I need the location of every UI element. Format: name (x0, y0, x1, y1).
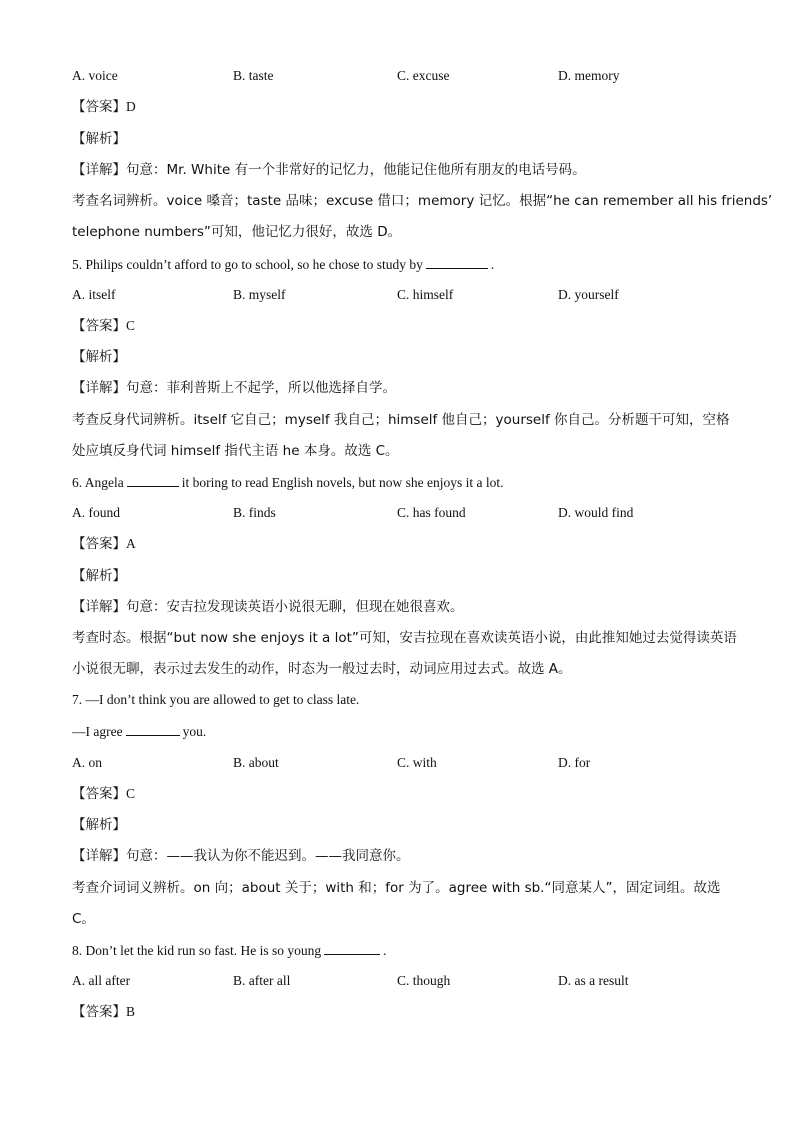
option-c: C. excuse (397, 68, 450, 83)
answer-line (72, 784, 135, 804)
option-a: A. all after (72, 973, 131, 988)
option-d: D. memory (558, 68, 620, 83)
question-text-end: you. (182, 724, 207, 739)
option-b: B. myself (233, 287, 286, 302)
option-b: B. taste (233, 68, 274, 83)
detail-line (72, 378, 396, 398)
question-7-line-2 (72, 721, 206, 742)
option-b: B. finds (233, 505, 276, 520)
option-d: D. yourself (558, 287, 619, 302)
answer-blank (324, 940, 380, 955)
option-d: D. as a result (558, 973, 629, 988)
option-a: A. voice (72, 68, 118, 83)
question-8 (72, 940, 386, 961)
answer-line (72, 1002, 135, 1022)
option-a: A. on (72, 755, 102, 770)
option-c: C. has found (397, 505, 466, 520)
answer-value: A (126, 536, 136, 551)
answer-label: 【答案】 (72, 1004, 126, 1020)
answer-label: 【答案】 (72, 318, 126, 334)
explanation-line: 考查介词词义辨析。on 向；about 关于；with 和；for 为了。agree with sb.“同意某人”，固定词组。故选 (72, 880, 721, 896)
answer-value: D (126, 99, 136, 114)
answer-blank (127, 472, 179, 487)
question-text: 6. Angela (72, 475, 124, 490)
explanation-line: 考查时态。根据“but now she enjoys it a lot”可知，安吉拉现在喜欢读英语小说，由此推知她过去觉得读英语 (72, 630, 737, 646)
option-a: A. itself (72, 287, 116, 302)
answer-label: 【答案】 (72, 786, 126, 802)
analysis-label: 【解析】 (72, 131, 126, 147)
analysis-label: 【解析】 (72, 817, 126, 833)
detail-line (72, 597, 464, 617)
question-text-end: . (383, 943, 387, 958)
detail-label: 【详解】 (72, 380, 126, 396)
option-c: C. with (397, 755, 437, 770)
question-text-end: . (490, 257, 495, 272)
answer-blank (126, 721, 180, 736)
option-c: C. himself (397, 287, 454, 302)
detail-line (72, 846, 410, 866)
question-text: —I agree (72, 724, 123, 739)
detail-line (72, 160, 586, 180)
answer-value: C (126, 786, 136, 801)
analysis-label: 【解析】 (72, 349, 126, 365)
answer-value: C (126, 318, 136, 333)
option-b: B. about (233, 755, 279, 770)
explanation-line: 考查名词辨析。voice 嗓音；taste 品味；excuse 借口；memory 记忆。根据“he can remember all his friends’ (72, 193, 773, 209)
question-text: 5. Philips couldn’t afford to go to school, so he chose to study by (72, 257, 423, 272)
question-text: 8. Don’t let the kid run so fast. He is so young (72, 943, 322, 958)
detail-label: 【详解】 (72, 599, 126, 615)
option-b: B. after all (233, 973, 291, 988)
answer-line (72, 316, 135, 336)
question-5 (72, 254, 494, 275)
answer-line (72, 97, 136, 117)
question-text-end: it boring to read English novels, but now she enjoys it a lot. (181, 475, 504, 490)
option-a: A. found (72, 505, 120, 520)
explanation-line: 考查反身代词辨析。itself 它自己；myself 我自己；himself 他自己；yourself 你自己。分析题干可知，空格 (72, 412, 730, 428)
detail-text: 句意：——我认为你不能迟到。——我同意你。 (126, 848, 410, 864)
answer-label: 【答案】 (72, 536, 126, 552)
answer-label: 【答案】 (72, 99, 126, 115)
explanation-line: telephone numbers”可知，他记忆力很好，故选 D。 (72, 224, 402, 240)
detail-text: 句意：Mr. White 有一个非常好的记忆力，他能记住他所有朋友的电话号码。 (126, 162, 586, 178)
analysis-label: 【解析】 (72, 568, 126, 584)
explanation-line: 处应填反身代词 himself 指代主语 he 本身。故选 C。 (72, 443, 399, 459)
explanation-line: C。 (72, 911, 95, 927)
answer-blank (426, 254, 488, 269)
detail-label: 【详解】 (72, 162, 126, 178)
explanation-line: 小说很无聊，表示过去发生的动作，时态为一般过去时，动词应用过去式。故选 A。 (72, 661, 572, 677)
option-d: D. for (558, 755, 591, 770)
option-c: C. though (397, 973, 451, 988)
detail-text: 句意：菲利普斯上不起学，所以他选择自学。 (126, 380, 396, 396)
question-7-line-1: 7. —I don’t think you are allowed to get to class late. (72, 692, 360, 707)
answer-value: B (126, 1004, 136, 1019)
detail-text: 句意：安吉拉发现读英语小说很无聊，但现在她很喜欢。 (126, 599, 464, 615)
option-d: D. would find (558, 505, 634, 520)
answer-line (72, 534, 136, 554)
question-6 (72, 472, 503, 493)
detail-label: 【详解】 (72, 848, 126, 864)
